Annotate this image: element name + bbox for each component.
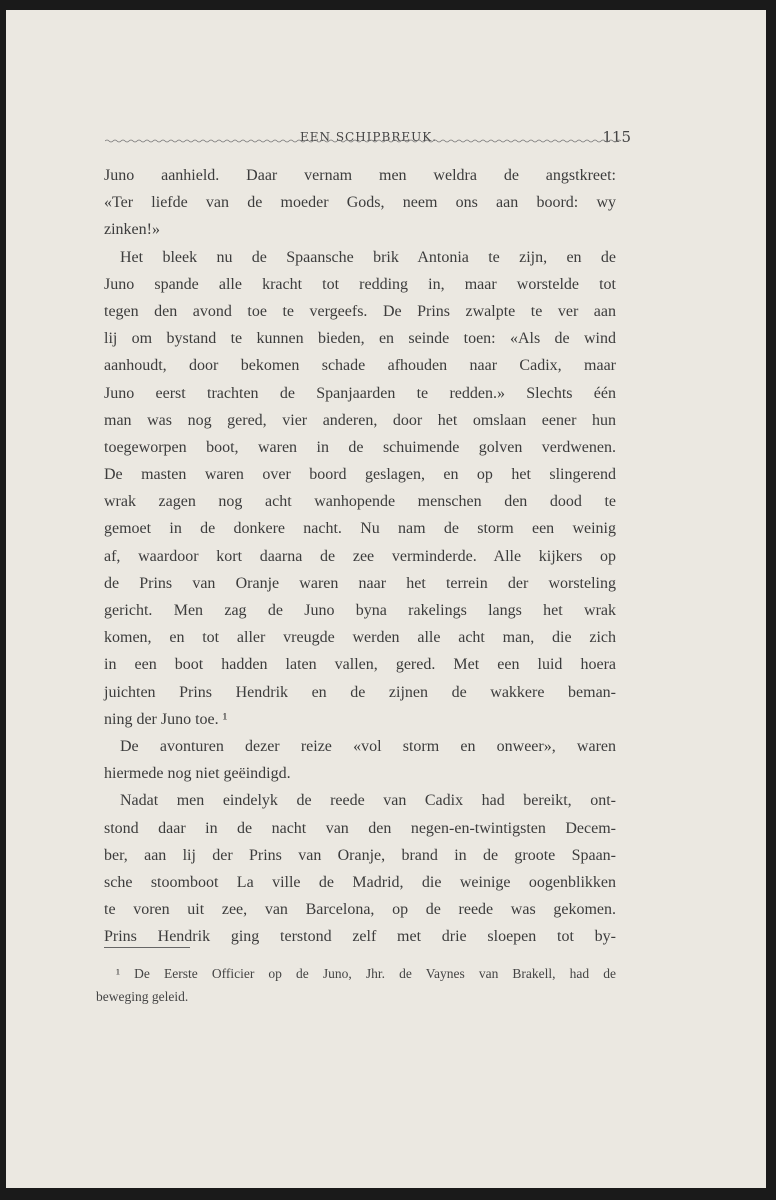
text-line: gemoet in de donkere nacht. Nu nam de storm een weinig [104, 520, 616, 538]
text-line: zinken!» [104, 221, 160, 239]
text-line: stond daar in de nacht van den negen-en-twintigsten Decem- [104, 819, 616, 837]
text-line: De avonturen dezer reize «vol storm en onweer», waren [120, 737, 616, 755]
page-number: 115 [602, 128, 631, 146]
text-line: ning der Juno toe. ¹ [104, 710, 228, 728]
text-line: de Prins van Oranje waren naar het terrein der worsteling [104, 574, 616, 592]
footnote-divider [104, 947, 190, 948]
text-line: Prins Hendrik ging terstond zelf met drie sloepen tot by- [104, 928, 616, 946]
text-line: toegeworpen boot, waren in de schuimende golven verdwenen. [104, 438, 616, 456]
text-line: Juno eerst trachten de Spanjaarden te redden.» Slechts één [104, 384, 616, 402]
page-header [106, 128, 631, 148]
text-line: «Ter liefde van de moeder Gods, neem ons aan boord: wy [104, 194, 616, 212]
text-line: Nadat men eindelyk de reede van Cadix had bereikt, ont- [120, 792, 616, 810]
header-wavy-rule [105, 139, 623, 143]
text-line: tegen den avond toe te vergeefs. De Prins zwalpte te ver aan [104, 302, 616, 320]
text-line: ber, aan lij der Prins van Oranje, brand in de groote Spaan- [104, 846, 616, 864]
text-line: af, waardoor kort daarna de zee verminderde. Alle kijkers op [104, 547, 616, 565]
text-line: Het bleek nu de Spaansche brik Antonia te zijn, en de [120, 248, 616, 266]
text-line: sche stoomboot La ville de Madrid, die weinige oogenblikken [104, 873, 616, 891]
text-line: De masten waren over boord geslagen, en op het slingerend [104, 466, 616, 484]
text-line: juichten Prins Hendrik en de zijnen de wakkere beman- [104, 683, 616, 701]
text-line: lij om bystand te kunnen bieden, en seinde toen: «Als de wind [104, 330, 616, 348]
text-line: in een boot hadden laten vallen, gered. Met een luid hoera [104, 656, 616, 674]
footnote-line: ¹ De Eerste Officier op de Juno, Jhr. de Vaynes van Brakell, had de [116, 966, 616, 981]
text-line: komen, en tot aller vreugde werden alle acht man, die zich [104, 629, 616, 647]
text-line: man was nog gered, vier anderen, door het omslaan eener hun [104, 411, 616, 429]
footnote-line: beweging geleid. [96, 989, 189, 1004]
text-line: wrak zagen nog acht wanhopende menschen den dood te [104, 493, 616, 511]
text-line: te voren uit zee, van Barcelona, op de reede was gekomen. [104, 901, 616, 919]
running-title: EEN SCHIPBREUK. [299, 130, 438, 144]
text-line: Juno spande alle kracht tot redding in, maar worstelde tot [104, 275, 616, 293]
text-line: Juno aanhield. Daar vernam men weldra de angstkreet: [104, 167, 616, 184]
body-text [104, 162, 616, 950]
footnotes [96, 962, 616, 1008]
text-line: hiermede nog niet geëindigd. [104, 765, 291, 783]
text-line: aanhoudt, door bekomen schade afhouden naar Cadix, maar [104, 357, 616, 375]
text-line: gericht. Men zag de Juno byna rakelings langs het wrak [104, 602, 616, 619]
